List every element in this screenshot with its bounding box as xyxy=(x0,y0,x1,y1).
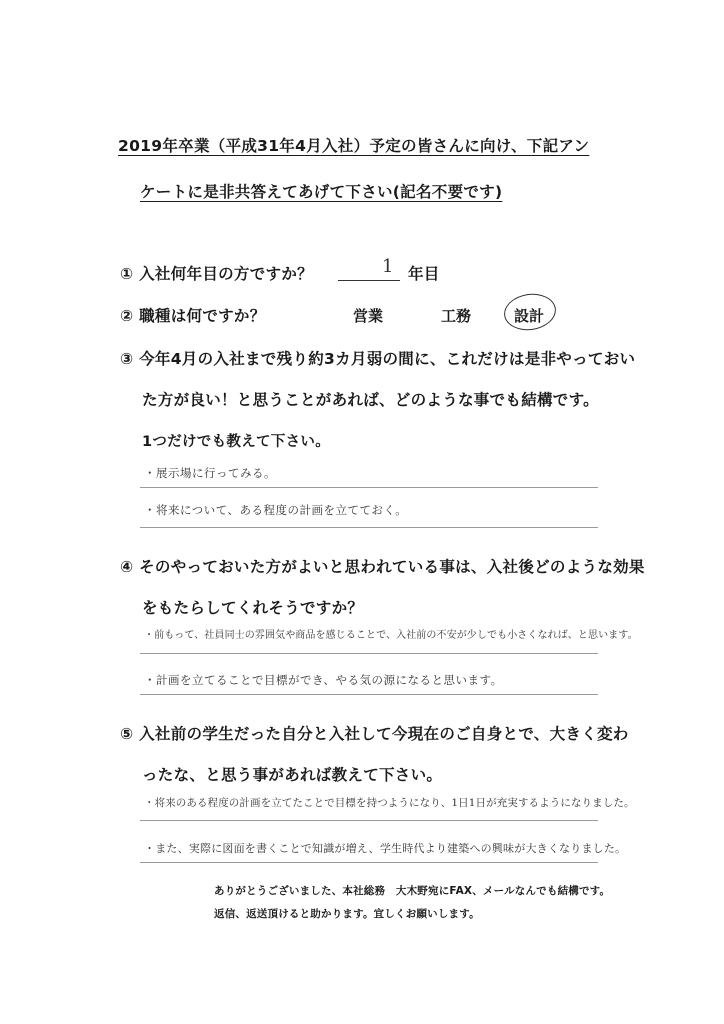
q3-prompt-line3: 1つだけでも教えて下さい。 xyxy=(142,434,330,450)
footer-line1: ありがとうございました、本社総務 大木野宛にFAX、メールなんでも結構です。 xyxy=(214,885,611,897)
q3-prompt-line1: ③ 今年4月の入社まで残り約3カ月弱の間に、これだけは是非やっておい xyxy=(120,350,636,368)
q3-answer-1-line xyxy=(140,487,598,488)
q5-prompt-line2: ったな、と思う事があれば教えて下さい。 xyxy=(142,766,443,784)
q5-answer-2-line xyxy=(140,862,598,863)
q1-prompt: ① 入社何年目の方ですか？ xyxy=(120,265,313,283)
q4-prompt-line1: ④ そのやっておいた方がよいと思われている事は、入社後どのような効果 xyxy=(120,558,645,576)
q5-answer-1-line xyxy=(140,820,598,821)
q2-option-construction[interactable]: 工務 xyxy=(441,307,472,325)
q4-answer-1-line xyxy=(140,653,598,654)
q1-answer-line xyxy=(338,280,400,281)
q3-answer-2-line xyxy=(140,527,598,528)
q1-answer[interactable]: 1 xyxy=(382,256,394,277)
q2-option-design[interactable]: 設計 xyxy=(514,307,545,325)
q2-option-sales[interactable]: 営業 xyxy=(353,307,384,325)
q3-answer-1[interactable]: ・展示場に行ってみる。 xyxy=(144,466,276,480)
q5-answer-1[interactable]: ・将来のある程度の計画を立てたことで目標を持つようになり、1日1日が充実するようになりました。 xyxy=(144,797,635,809)
q2-selected-circle xyxy=(502,291,559,334)
q4-answer-2-line xyxy=(140,694,598,695)
q1-unit: 年目 xyxy=(408,265,440,283)
q3-answer-2[interactable]: ・将来について、ある程度の計画を立てておく。 xyxy=(144,503,408,517)
q3-prompt-line2: た方が良い！と思うことがあれば、どのような事でも結構です。 xyxy=(142,391,599,409)
q5-prompt-line1: ⑤ 入社前の学生だった自分と入社して今現在のご自身とで、大きく変わ xyxy=(120,725,629,743)
survey-title-line1: 2019年卒業（平成31年4月入社）予定の皆さんに向け、下記アン xyxy=(118,137,590,155)
q4-answer-1[interactable]: ・前もって、社員同士の雰囲気や商品を感じることで、入社前の不安が少しでも小さくなれば、と思います。 xyxy=(144,630,638,641)
q2-prompt: ② 職種は何ですか？ xyxy=(120,307,266,325)
q4-answer-2[interactable]: ・計画を立てることで目標ができ、やる気の源になると思います。 xyxy=(144,673,503,687)
survey-title-line2: ケートに是非共答えてあげて下さい(記名不要です) xyxy=(140,183,503,201)
q4-prompt-line2: をもたらしてくれそうですか？ xyxy=(142,599,364,617)
q5-answer-2[interactable]: ・また、実際に図面を書くことで知識が増え、学生時代より建築への興味が大きくなりました。 xyxy=(144,842,627,855)
footer-line2: 返信、返送頂けると助かります。宜しくお願いします。 xyxy=(214,908,480,920)
